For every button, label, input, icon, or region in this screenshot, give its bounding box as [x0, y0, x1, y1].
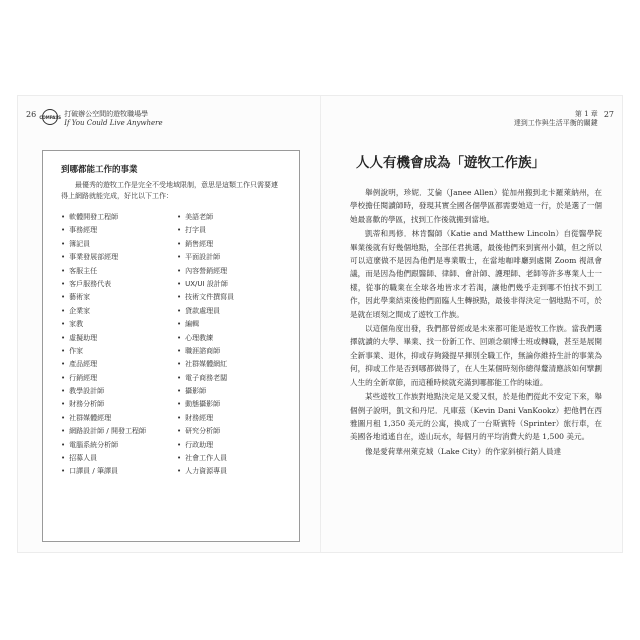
job-list-item: • 教學設計師: [61, 386, 177, 396]
right-header-title: 達到工作與生活平衡的關鍵: [513, 119, 598, 127]
job-list-item: • 口譯員 / 筆譯員: [61, 466, 177, 476]
job-list-item: • 行政助理: [177, 440, 287, 450]
job-list-item: • 心理教練: [177, 333, 287, 343]
job-list-item: • 人力資源專員: [177, 466, 287, 476]
job-list-item: • 客服主任: [61, 266, 177, 276]
job-list-item: • 動態攝影師: [177, 399, 287, 409]
job-list-item: • 事業發展部經理: [61, 252, 177, 262]
job-list-item: • 社會工作人員: [177, 453, 287, 463]
job-list-item: • 財務分析師: [61, 399, 177, 409]
job-list-item: • 電腦系統分析師: [61, 440, 177, 450]
job-list-item: • 行銷經理: [61, 373, 177, 383]
job-list-item: • 美語老師: [177, 212, 287, 222]
article-paragraph: 像是愛荷華州萊克城（Lake City）的作家斜槓行銷人員達: [365, 446, 562, 456]
article-paragraph: 凱蒂和馬修．林肯醫師（Katie and Matthew Lincoln）自從醫學院畢業後就有好幾個地點，全部任君挑選，最後他們來到賓州小鎮，但之所以可以這麼做不是因為他們是專業戰士，在當地咖啡廳到處開 Zoom 視訊會議，而是因為他們跟醫師、律師、會計師、護理師、老師等許多專業人士一樣，從事的職業在全球各地皆求才若渴，讓他們幾乎走到哪不怕找不到工作，因此學業結束後他們面臨人生轉捩點，最後非得決定一個地點不可，於是就在頃刻之間成了遊牧工作族。: [350, 229, 602, 319]
job-list-item: • 編輯: [177, 319, 287, 329]
job-list-item: • 攝影師: [177, 386, 287, 396]
left-header-title: 打破辦公空間的遊牧職場學: [64, 110, 149, 118]
job-list-item: • 內容營銷經理: [177, 266, 287, 276]
job-list-item: • 軟體開發工程師: [61, 212, 177, 222]
left-running-header: [26, 110, 163, 128]
job-list-item: • 銷售經理: [177, 239, 287, 249]
job-list-item: • 社群媒體經理: [61, 413, 177, 423]
job-list-item: • 社群媒體網紅: [177, 359, 287, 369]
job-list-item: • 財務經理: [177, 413, 287, 423]
job-list-item: • 簿記員: [61, 239, 177, 249]
logo-text: COMPASS: [39, 114, 61, 120]
box-title: 到哪都能工作的事業: [61, 165, 138, 175]
job-list-item: • 虛擬助理: [61, 333, 177, 343]
job-list-item: • 貸款處理員: [177, 306, 287, 316]
right-page-number: 27: [603, 110, 614, 119]
article-paragraph: 以這個角度出發，我們都曾經或是未來都可能是遊牧工作族。當我們選擇就讀的大學、畢業、找一份新工作、回頭念碩博士班或轉職，甚至是展開全新事業、退休，抑或存夠錢提早揮別全職工作，無論你維持生計的事業為何，抑或工作是否到哪都做得了，在人生某個時刻你總得釐清應該如何擘劃人生的全新章節，而這種時候就充滿到哪都能工作的味道。: [350, 324, 602, 387]
jobs-list: [61, 212, 283, 476]
compass-logo-icon: [39, 109, 61, 125]
job-list-item: • 事務經理: [61, 225, 177, 235]
job-list-item: • 技術文件撰寫員: [177, 292, 287, 302]
left-page-number: 26: [26, 110, 37, 119]
job-list-item: • 打字員: [177, 225, 287, 235]
job-list-item: • 作家: [61, 346, 177, 356]
article-title: 人人有機會成為「遊牧工作族」: [356, 155, 545, 171]
chapter-label: 第 1 章: [574, 110, 598, 118]
right-running-header: [514, 110, 614, 128]
job-list-item: • 家教: [61, 319, 177, 329]
job-list-item: • 企業家: [61, 306, 177, 316]
job-list-item: • 職涯諮商師: [177, 346, 287, 356]
article-paragraph: 某些遊牧工作族對地點決定是又愛又恨，於是他們從此不安定下來，舉個例子說明，凱文和丹尼．凡庫茲（Kevin Dani VanKookz）把他們在西雅圖月租 1,350 美元的公寓，換成了一台斯賓特（Sprinter）旅行車，在美國各地逍遙自在，遊山玩水，每個月的平均消費大約是 1,500 美元。: [350, 392, 602, 442]
job-list-item: • 產品經理: [61, 359, 177, 369]
article-paragraph: 舉例說明，珍妮．艾倫（Janee Allen）從加州搬到北卡羅萊納州，在學校擔任閱讀師時，發現其實全國各個學區都需要她這一行，於是選了一個她最喜歡的學區，找到工作後就搬到當地。: [350, 188, 602, 224]
job-list-item: • 招募人員: [61, 453, 177, 463]
job-list-item: • 網路設計師 / 開發工程師: [61, 426, 177, 436]
job-list-item: • UX/UI 設計師: [177, 279, 287, 289]
left-header-subtitle: If You Could Live Anywhere: [64, 119, 163, 127]
book-gutter: [320, 96, 321, 552]
job-list-item: • 電子商務老闆: [177, 373, 287, 383]
article-column: [350, 150, 602, 459]
job-list-item: • 客戶服務代表: [61, 279, 177, 289]
job-list-item: • 藝術家: [61, 292, 177, 302]
box-intro: 最優秀的遊牧工作是完全不受地域限制，意思是這類工作只需要連得上網路就能完成，好比以下工作：: [61, 181, 278, 200]
job-list-item: • 平面設計師: [177, 252, 287, 262]
job-list-item: • 研究分析師: [177, 426, 287, 436]
jobs-sidebar-box: [42, 150, 300, 542]
